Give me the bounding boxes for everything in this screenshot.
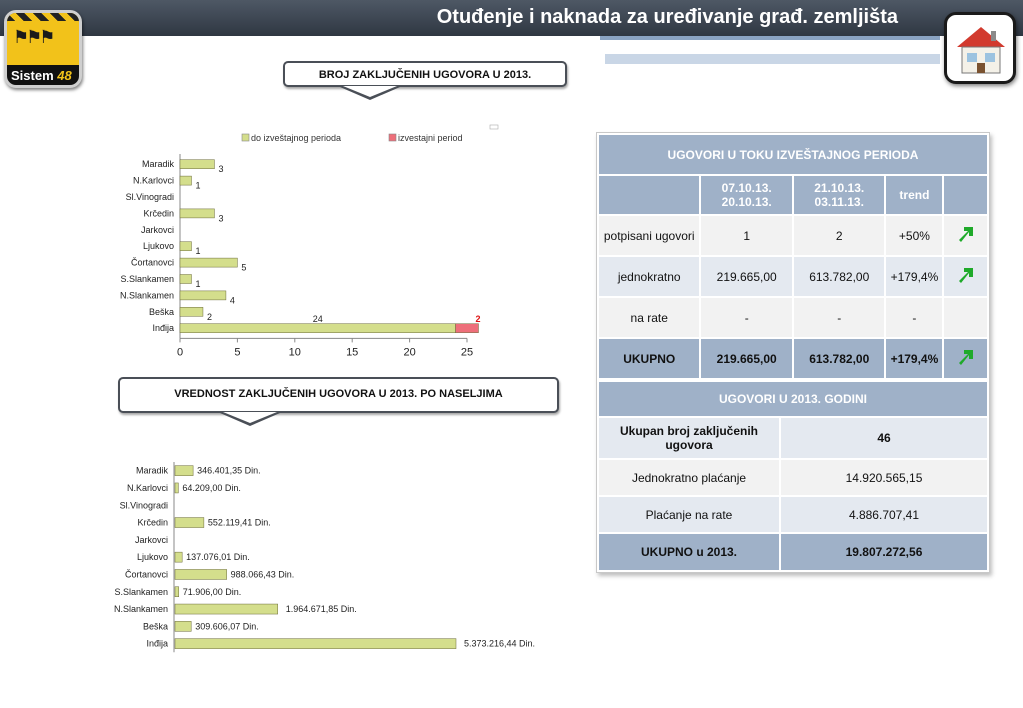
workers-icon: ⚑⚑⚑ [13,27,53,47]
contracts-count-title: BROJ ZAKLJUČENIH UGOVORA U 2013. [318,69,532,81]
bar [180,258,237,267]
trend-header: trend [885,175,943,215]
period1-header: 07.10.13. 20.10.13. [700,175,793,215]
bar [180,275,191,284]
data-label: 1 [195,180,201,191]
data-label: 988.066,43 Din. [230,569,295,580]
contracts-value-title: VREDNOST ZAKLJUČENIH UGOVORA U 2013. PO NASELJIMA [174,388,503,400]
bar [180,160,214,169]
bar [180,324,456,333]
category-label: Ljukovo [142,241,174,252]
data-label: 64.209,00 Din. [182,482,241,493]
total-period2-value: 613.782,00 [793,338,886,379]
data-label: 346.401,35 Din. [197,465,261,476]
row-label: na rate [598,297,700,338]
contracts-count-chart [100,118,500,368]
row-value: 14.920.565,15 [780,459,988,496]
trend-value: +50% [885,215,943,256]
row-label: Plaćanje na rate [598,496,780,533]
total-trend-value: +179,4% [885,338,943,379]
x-tick-label: 25 [460,346,474,359]
category-label: Ljukovo [136,552,168,563]
house-icon [944,12,1016,84]
x-tick-label: 10 [288,346,301,359]
bar [175,639,456,649]
bar [180,176,191,185]
category-label: Krčedin [143,208,174,219]
bar [175,569,227,579]
contracts-value-callout [118,377,559,413]
bar [175,518,204,528]
period2-value: 2 [793,215,886,256]
data-label: 4 [229,295,235,306]
category-label: N.Karlovci [126,482,168,493]
period-contracts-table [597,133,989,380]
period2-value: 613.782,00 [793,256,886,297]
bar [175,466,193,476]
bar [175,604,278,614]
data-label: 1 [195,246,201,257]
period2-value: - [793,297,886,338]
total-value: 19.807.272,56 [780,533,988,571]
x-tick-label: 0 [176,346,184,359]
table-row [598,297,988,338]
total-period1-value: 219.665,00 [700,338,793,379]
contracts-summary-panel [596,132,990,573]
bar [456,324,479,333]
bar [175,552,182,562]
row-label: potpisani ugovori [598,215,700,256]
table-row [598,256,988,297]
row-label: Jednokratno plaćanje [598,459,780,496]
total-label: UKUPNO [598,338,700,379]
contracts-count-callout [283,61,567,87]
table-row [598,496,988,533]
table-total-row [598,533,988,571]
logo-text: Sistem [11,68,54,83]
header-accent-stripe [600,36,940,40]
page-title: Otuđenje i naknada za uređivanje građ. zemljišta [436,6,898,28]
x-tick-label: 15 [346,346,359,359]
category-label: S.Slankamen [120,274,174,284]
trend-up-arrow-icon [943,256,988,297]
data-label: 3 [218,213,224,224]
row-value: 46 [780,417,988,459]
data-label: 3 [218,164,224,175]
data-label: 2 [475,314,481,325]
data-label: 552.119,41 Din. [207,517,271,528]
trend-up-arrow-icon [943,215,988,256]
data-label: 24 [312,314,323,325]
category-label: Inđija [152,323,174,334]
x-tick-label: 20 [403,346,416,359]
category-label: Čortanovci [124,569,168,580]
data-label: 5 [241,262,247,273]
bar [180,209,214,218]
contracts-value-chart [90,460,570,660]
category-label: S.Slankamen [114,586,168,597]
table-row [598,417,988,459]
table-row [598,215,988,256]
trend-value: - [885,297,943,338]
data-label: 1.964.671,85 Din. [285,604,357,615]
data-label: 71.906,00 Din. [182,586,242,597]
period-table-title: UGOVORI U TOKU IZVEŠTAJNOG PERIODA [598,134,988,175]
logo-number: 48 [57,68,72,83]
category-label: Sl.Vinogradi [119,500,168,511]
data-label: 1 [195,279,201,289]
bar [180,307,203,316]
bar [175,621,191,631]
year-contracts-table [597,380,989,572]
category-label: Krčedin [137,517,168,528]
row-value: 4.886.707,41 [780,496,988,533]
category-label: Beška [148,306,174,317]
trend-up-arrow-icon [943,338,988,379]
table-row [598,459,988,496]
category-label: Maradik [141,159,174,170]
bar [180,242,191,251]
period2-header: 21.10.13. 03.11.13. [793,175,886,215]
period1-value: 219.665,00 [700,256,793,297]
bar [175,587,179,597]
period1-value: - [700,297,793,338]
category-label: N.Slankamen [119,290,174,301]
category-label: Inđija [146,638,168,649]
legend-swatch [389,134,396,141]
legend-label: do izveštajnog perioda [251,133,342,143]
table-total-row [598,338,988,379]
x-tick-label: 5 [234,346,241,359]
data-label: 137.076,01 Din. [186,552,250,563]
category-label: N.Slankamen [113,604,168,615]
category-label: Jarkovci [134,534,168,545]
category-label: Maradik [135,465,168,476]
category-label: N.Karlovci [132,175,174,186]
category-label: Jarkovci [140,224,174,235]
row-label: jednokratno [598,256,700,297]
total-label: UKUPNO u 2013. [598,533,780,571]
category-label: Beška [142,621,168,632]
header-accent-stripe-lower [605,54,940,64]
category-label: Čortanovci [130,257,174,268]
data-label: 5.373.216,44 Din. [464,638,536,649]
period1-value: 1 [700,215,793,256]
category-label: Sl.Vinogradi [125,192,174,202]
data-label: 309.606,07 Din. [195,621,259,632]
sistem48-logo [4,10,82,88]
data-label: 2 [206,311,212,322]
legend-swatch [242,134,249,141]
bar [175,483,178,493]
row-label: Ukupan broj zaključenih ugovora [598,417,780,459]
chart-handle [490,125,498,129]
trend-value: +179,4% [885,256,943,297]
legend-label: izvestajni period [398,133,463,143]
year-table-title: UGOVORI U 2013. GODINI [598,381,988,417]
bar [180,291,226,300]
